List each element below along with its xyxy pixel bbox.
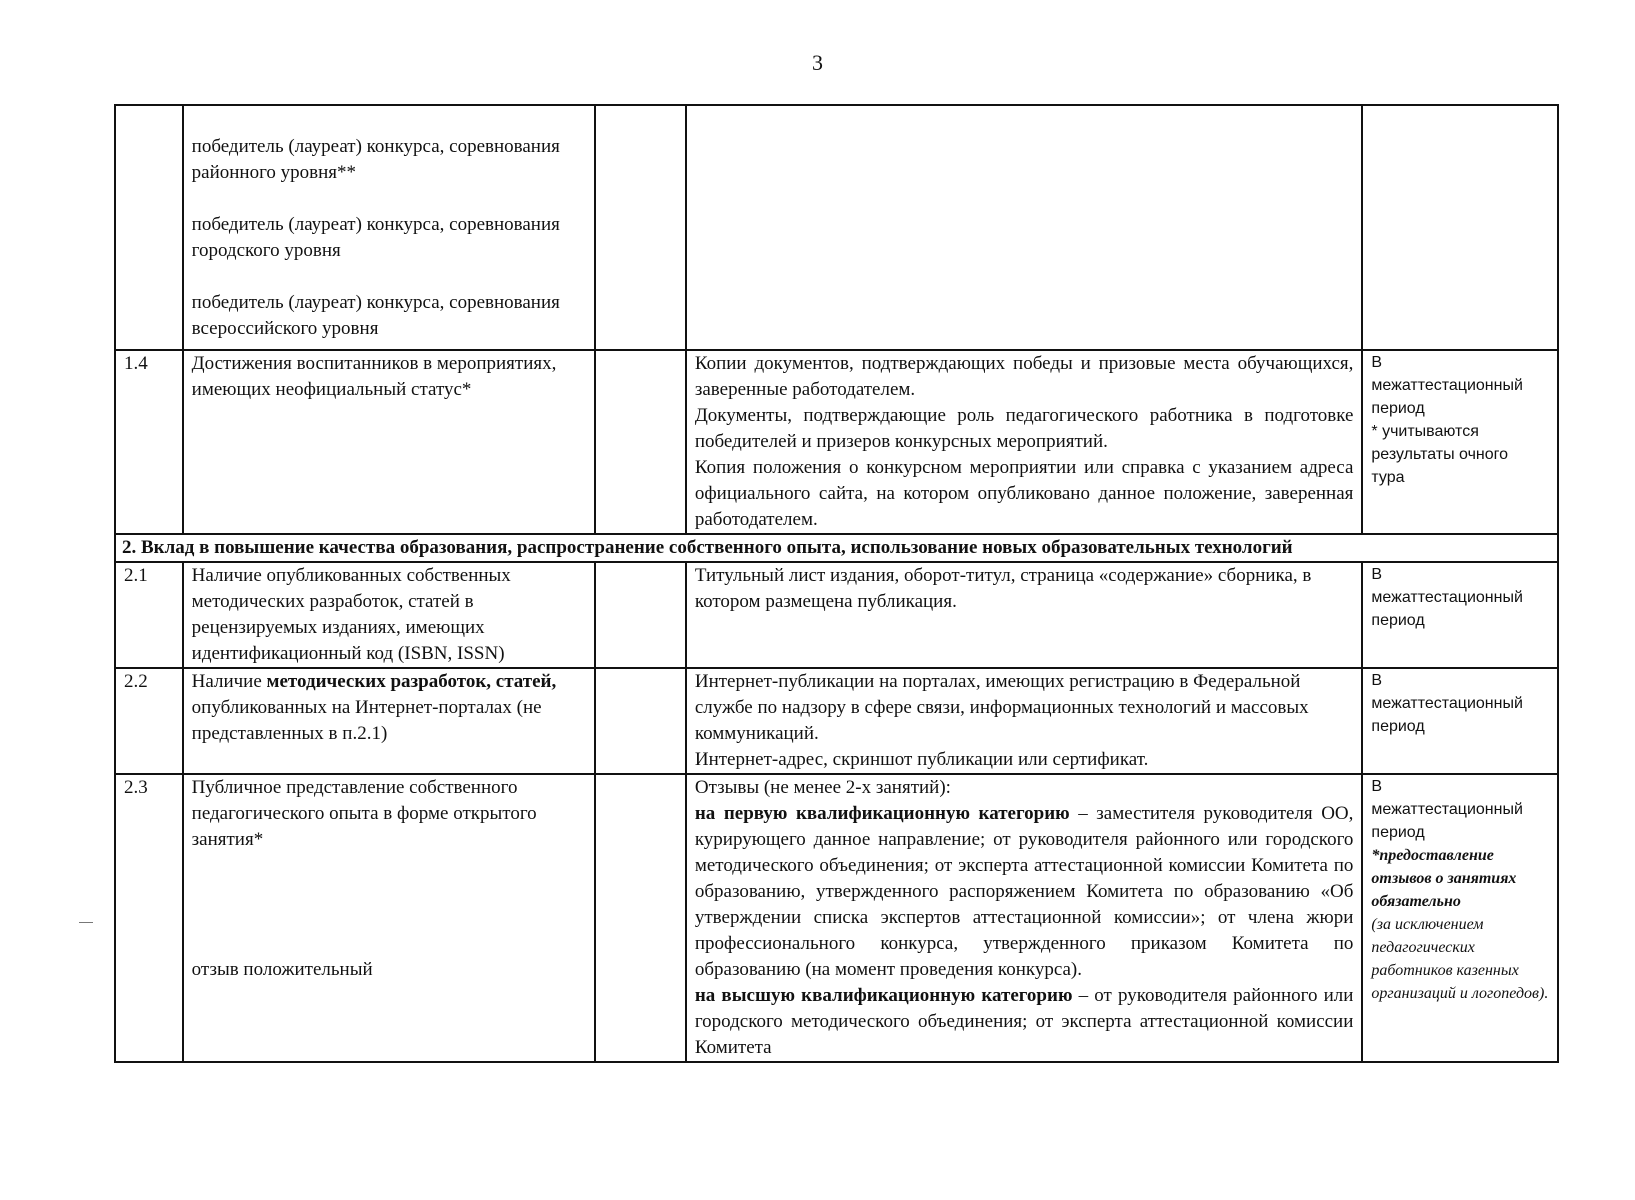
criterion-city: победитель (лауреат) конкурса, соревнования городского уровня [191, 214, 560, 261]
docs-cell [686, 105, 1363, 350]
note-line: тура [1371, 469, 1405, 486]
table-row-2-1 [115, 562, 1558, 668]
criterion-district: победитель (лауреат) конкурса, соревнования районного уровня** [191, 136, 560, 183]
indicator-text: опубликованных на Интернет-порталах (не представленных в п.2.1) [191, 697, 542, 744]
note-cell [1362, 350, 1558, 534]
docs-first-text: – заместителя руководителя ОО, курирующего данное направление; от руководителя районного или городского методического объединения; от эксперта аттестационной комиссии Комитета по образованию, утвержденного распоряжением Комитета по образованию «Об утверждении списка экспертов аттестационной комиссии»; от члена жюри профессионального конкурса, утвержденного приказом Комитета по образованию (на момент проведения конкурса). [694, 803, 1354, 980]
docs-paragraph: Копии документов, подтверждающих победы и призовые места обучающихся, заверенные работодателем. [694, 353, 1354, 400]
section-2-title: 2. Вклад в повышение качества образования, распространение собственного опыта, использование новых образовательных технологий [115, 534, 1558, 562]
section-2-header-row [115, 534, 1558, 562]
docs-paragraph: Интернет-адрес, скриншот публикации или сертификат. [694, 749, 1149, 770]
scan-mark [79, 922, 93, 923]
score-cell [595, 774, 686, 1062]
criterion-russia: победитель (лауреат) конкурса, соревнования всероссийского уровня [191, 292, 560, 339]
docs-paragraph: Копия положения о конкурсном мероприятии или справка с указанием адреса официального сайта, на котором опубликовано данное положение, заверенная работодателем. [694, 457, 1354, 530]
score-cell [595, 668, 686, 774]
note-exception: (за исключением педагогических работников казенных организаций и логопедов). [1371, 916, 1549, 1002]
criteria-table [114, 104, 1559, 1063]
score-cell [595, 562, 686, 668]
indicator-cell [183, 774, 595, 1062]
note-line: В [1371, 566, 1383, 583]
indicator-cell: Наличие опубликованных собственных методических разработок, статей в рецензируемых изданиях, имеющих идентификационный код (ISBN, ISSN) [183, 562, 595, 668]
note-line: В [1371, 778, 1383, 795]
note-line: В [1371, 672, 1383, 689]
indicator-cell [183, 668, 595, 774]
note-cell [1362, 668, 1558, 774]
docs-paragraph [695, 983, 1354, 1061]
docs-cell [686, 350, 1363, 534]
table-row-continuation [115, 105, 1558, 350]
note-line: * учитываются [1371, 423, 1479, 440]
docs-high-text: – от руководителя районного или городского методического объединения; от эксперта аттестационной комиссии Комитета [694, 985, 1354, 1058]
note-cell [1362, 105, 1558, 350]
docs-cell [686, 774, 1363, 1062]
docs-cell [686, 668, 1363, 774]
num-cell: 1.4 [115, 350, 183, 534]
docs-paragraph [695, 801, 1354, 983]
note-cell [1362, 562, 1558, 668]
docs-cell: Титульный лист издания, оборот-титул, страница «содержание» сборника, в котором размещена публикация. [686, 562, 1363, 668]
note-line: В [1371, 354, 1383, 371]
note-line: период [1371, 824, 1425, 841]
num-cell: 2.3 [115, 774, 183, 1062]
num-cell: 2.2 [115, 668, 183, 774]
num-cell: 2.1 [115, 562, 183, 668]
page-number: 3 [812, 50, 823, 75]
note-line: межаттестационный [1371, 801, 1523, 818]
score-cell [595, 350, 686, 534]
table-row-2-3 [115, 774, 1558, 1062]
note-cell [1362, 774, 1558, 1062]
docs-intro: Отзывы (не менее 2-х занятий): [694, 777, 951, 798]
note-line: период [1371, 400, 1425, 417]
note-line: межаттестационный [1371, 377, 1523, 394]
docs-paragraph: Интернет-публикации на порталах, имеющих регистрацию в Федеральной службе по надзору в сфере связи, информационных технологий и массовых коммуникаций. [694, 671, 1309, 744]
num-cell [115, 105, 183, 350]
docs-first-category: на первую квалификационную категорию [694, 803, 1070, 824]
note-line: межаттестационный [1371, 589, 1523, 606]
criterion-positive-review: отзыв положительный [191, 959, 373, 980]
docs-paragraph: Документы, подтверждающие роль педагогического работника в подготовке победителей и призеров конкурсных мероприятий. [694, 405, 1354, 452]
table-row-2-2 [115, 668, 1558, 774]
note-line: результаты очного [1371, 446, 1509, 463]
indicator-cell: Достижения воспитанников в мероприятиях, имеющих неофициальный статус* [183, 350, 595, 534]
note-mandatory: *предоставление отзывов о занятиях обязательно [1371, 847, 1517, 910]
note-line: период [1371, 718, 1425, 735]
indicator-bold-text: методических разработок, статей, [266, 671, 557, 692]
indicator-text: Публичное представление собственного педагогического опыта в форме открытого занятия* [191, 777, 537, 850]
indicator-text: Наличие [191, 671, 267, 692]
table-row-1-4 [115, 350, 1558, 534]
docs-high-category: на высшую квалификационную категорию [694, 985, 1073, 1006]
indicator-cell [183, 105, 595, 350]
note-line: период [1371, 612, 1425, 629]
score-cell [595, 105, 686, 350]
note-line: межаттестационный [1371, 695, 1523, 712]
